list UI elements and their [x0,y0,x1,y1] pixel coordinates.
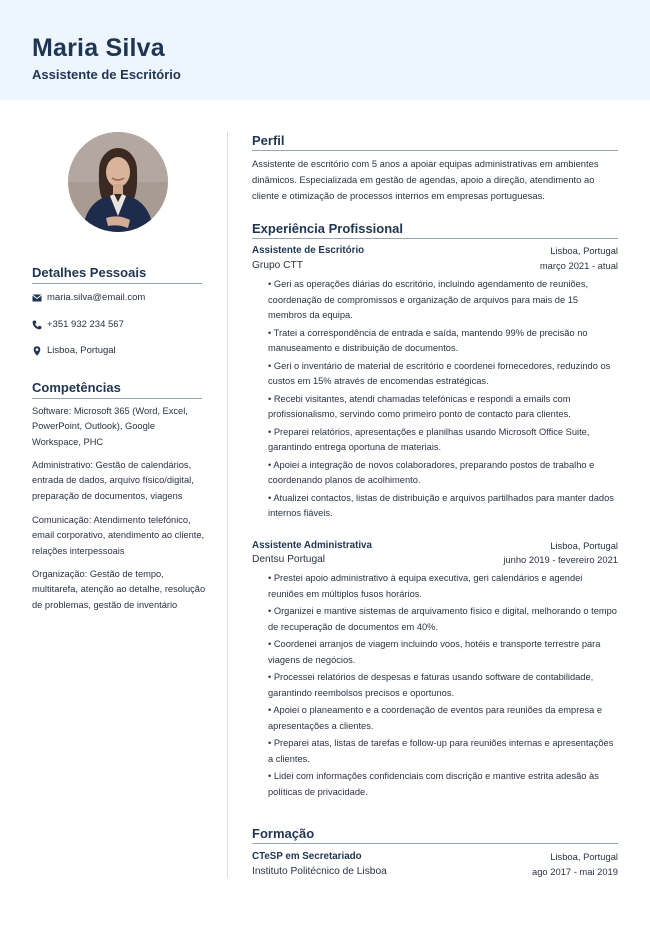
profile-heading: Perfil [252,132,618,151]
list-item: • Atualizei contactos, listas de distribuição e arquivos partilhados para manter dados internos fiáveis. [268,492,614,518]
skill-software: Software: Microsoft 365 (Word, Excel, PowerPoint, Outlook), Google Workspace, PHC [32,406,188,447]
list-item: • Prestei apoio administrativo à equipa executiva, geri calendários e agendei reuniões em múltiplos fusos horários. [268,573,583,599]
list-item: • Preparei atas, listas de tarefas e follow-up para reuniões internas e apresentações a clientes. [268,738,614,764]
list-item: • Tratei a correspondência de entrada e saída, mantendo 99% de precisão no manuseamento e distribuição de documentos. [268,327,588,353]
list-item: • Preparei relatórios, apresentações e planilhas usando Microsoft Office Suite, garantindo entrega oportuna de materiais. [268,426,590,452]
job-1-header [252,244,618,257]
contact-phone[interactable] [32,319,124,331]
job-2-bullets [268,571,618,802]
list-item: • Recebi visitantes, atendi chamadas telefónicas e respondi a emails com profissionalismo, servindo como primeiro ponto de contacto para clientes. [268,393,571,419]
contact-email[interactable] [32,292,145,304]
education-heading: Formação [252,825,618,844]
list-item: • Apoiei o planeamento e a coordenação de eventos para reuniões da empresa e apresentações a clientes. [268,705,603,731]
contact-location-text: Lisboa, Portugal [47,345,116,356]
job-title: Assistente de Escritório [32,67,181,82]
education-location: Lisboa, Portugal [550,851,618,862]
list-item: • Lidei com informações confidenciais com discrição e mantive estrita adesão às políticas de privacidade. [268,771,599,797]
job-2-header [252,539,618,552]
job-1-dates: março 2021 - atual [539,260,618,271]
job-2-company: Dentsu Portugal [252,554,326,565]
job-2-title: Assistente Administrativa [252,540,372,551]
job-2-subheader [252,553,618,566]
list-item: • Organizei e mantive sistemas de arquivamento físico e digital, melhorando o tempo de recuperação de documentos em 40%. [268,606,617,632]
contact-location [32,345,116,357]
phone-icon [32,320,42,330]
job-2-location: Lisboa, Portugal [550,540,618,551]
list-item: • Apoiei a integração de novos colaboradores, preparando postos de trabalho e coordenando planos de acolhimento. [268,459,595,485]
list-item: • Geri o inventário de material de escritório e coordenei fornecedores, reduzindo os custos em 15% através de encomendas estratégicas. [268,360,611,386]
personal-details-heading: Detalhes Pessoais [32,264,202,284]
header-banner [0,0,650,100]
profile-photo [68,132,168,232]
education-header [252,850,618,863]
job-1-subheader [252,259,618,272]
list-item: • Coordenei arranjos de viagem incluindo voos, hotéis e transporte terrestre para viagens de negócios. [268,639,601,665]
profile-text: Assistente de escritório com 5 anos a apoiar equipas administrativas em ambientes dinâmicos. Especializada em gestão de agendas, apoio a direção, atendimento ao cliente e otimização de processos internos em empresas portuguesas. [252,158,599,201]
list-item: • Geri as operações diárias do escritório, incluindo agendamento de reuniões, coordenação de compromissos e organização de arquivos para mais de 15 membros da equipa. [268,279,589,320]
contact-phone-text: +351 932 234 567 [47,319,124,330]
skill-administrative: Administrativo: Gestão de calendários, entrada de dados, arquivo físico/digital, preparação de documentos, viagens [32,460,194,501]
education-degree: CTeSP em Secretariado [252,851,362,862]
skills-heading: Competências [32,379,202,399]
job-1-company: Grupo CTT [252,260,303,271]
skill-communication: Comunicação: Atendimento telefónico, email corporativo, atendimento ao cliente, relações interpessoais [32,515,205,556]
contact-email-text: maria.silva@email.com [47,292,146,303]
experience-heading: Experiência Profissional [252,220,618,239]
education-dates: ago 2017 - mai 2019 [531,866,618,877]
person-name: Maria Silva [32,34,165,62]
location-pin-icon [32,346,42,356]
job-1-title: Assistente de Escritório [252,245,365,256]
list-item: • Processei relatórios de despesas e faturas usando software de contabilidade, garantindo reembolsos precisos e oportunos. [268,672,594,698]
job-1-location: Lisboa, Portugal [550,245,618,256]
job-2-dates: junho 2019 - fevereiro 2021 [503,554,618,565]
mail-icon [32,293,42,303]
skill-organization: Organização: Gestão de tempo, multitarefa, atenção ao detalhe, resolução de problemas, gestão de inventário [32,569,206,610]
column-divider [227,132,228,878]
education-subheader [252,865,618,878]
job-1-bullets [268,277,618,524]
education-school: Instituto Politécnico de Lisboa [252,866,387,877]
